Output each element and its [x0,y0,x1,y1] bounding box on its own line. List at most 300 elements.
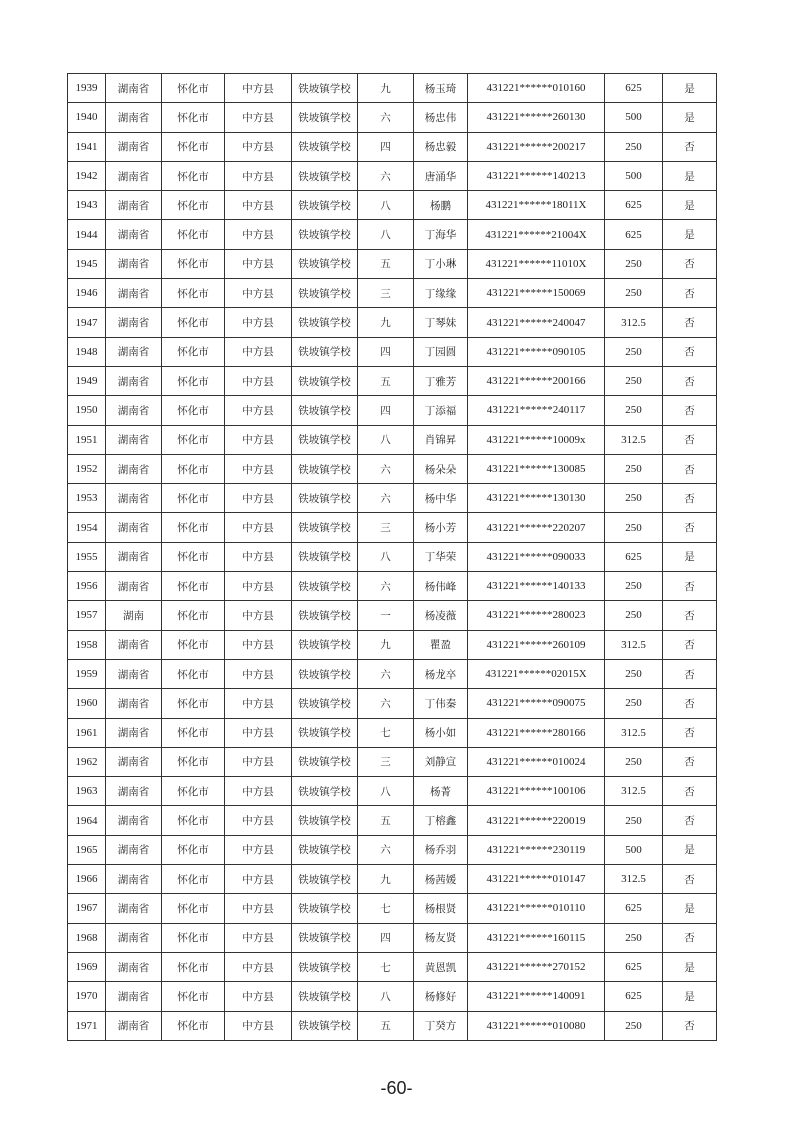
city-cell: 怀化市 [162,337,225,366]
student-name-cell: 杨小芳 [414,513,468,542]
school-cell: 铁坡镇学校 [292,279,358,308]
row-number-cell: 1951 [68,425,106,454]
table-row [68,308,717,337]
flag-cell: 否 [663,132,717,161]
student-name-cell: 杨菁 [414,777,468,806]
student-name-cell: 丁伟秦 [414,689,468,718]
table-row [68,513,717,542]
amount-cell: 625 [605,894,663,923]
flag-cell: 是 [663,74,717,103]
id-number-cell: 431221******21004X [468,220,605,249]
school-cell: 铁坡镇学校 [292,366,358,395]
amount-cell: 625 [605,542,663,571]
table-row [68,220,717,249]
grade-cell: 八 [358,425,414,454]
school-cell: 铁坡镇学校 [292,894,358,923]
county-cell: 中方县 [225,279,292,308]
row-number-cell: 1964 [68,806,106,835]
table-row [68,337,717,366]
school-cell: 铁坡镇学校 [292,396,358,425]
county-cell: 中方县 [225,249,292,278]
school-cell: 铁坡镇学校 [292,74,358,103]
flag-cell: 否 [663,1011,717,1040]
county-cell: 中方县 [225,747,292,776]
school-cell: 铁坡镇学校 [292,601,358,630]
row-number-cell: 1959 [68,659,106,688]
table-row [68,161,717,190]
city-cell: 怀化市 [162,103,225,132]
amount-cell: 625 [605,952,663,981]
grade-cell: 八 [358,191,414,220]
school-cell: 铁坡镇学校 [292,425,358,454]
row-number-cell: 1948 [68,337,106,366]
city-cell: 怀化市 [162,542,225,571]
city-cell: 怀化市 [162,806,225,835]
student-name-cell: 杨小如 [414,718,468,747]
city-cell: 怀化市 [162,923,225,952]
table-row [68,396,717,425]
amount-cell: 250 [605,513,663,542]
table-row [68,689,717,718]
province-cell: 湖南省 [106,806,162,835]
province-cell: 湖南省 [106,572,162,601]
amount-cell: 312.5 [605,630,663,659]
student-name-cell: 丁小琳 [414,249,468,278]
school-cell: 铁坡镇学校 [292,161,358,190]
id-number-cell: 431221******230119 [468,835,605,864]
county-cell: 中方县 [225,1011,292,1040]
flag-cell: 否 [663,689,717,718]
city-cell: 怀化市 [162,835,225,864]
school-cell: 铁坡镇学校 [292,132,358,161]
city-cell: 怀化市 [162,865,225,894]
city-cell: 怀化市 [162,308,225,337]
student-name-cell: 唐涌华 [414,161,468,190]
row-number-cell: 1966 [68,865,106,894]
row-number-cell: 1942 [68,161,106,190]
student-name-cell: 丁华荣 [414,542,468,571]
school-cell: 铁坡镇学校 [292,220,358,249]
city-cell: 怀化市 [162,747,225,776]
county-cell: 中方县 [225,103,292,132]
flag-cell: 否 [663,425,717,454]
table-body [68,74,717,1041]
row-number-cell: 1950 [68,396,106,425]
county-cell: 中方县 [225,220,292,249]
county-cell: 中方县 [225,572,292,601]
student-name-cell: 杨龙卒 [414,659,468,688]
school-cell: 铁坡镇学校 [292,952,358,981]
flag-cell: 否 [663,249,717,278]
flag-cell: 否 [663,601,717,630]
flag-cell: 否 [663,806,717,835]
flag-cell: 是 [663,982,717,1011]
student-name-cell: 瞿盈 [414,630,468,659]
student-name-cell: 肖锦昇 [414,425,468,454]
row-number-cell: 1956 [68,572,106,601]
row-number-cell: 1965 [68,835,106,864]
county-cell: 中方县 [225,454,292,483]
flag-cell: 否 [663,279,717,308]
county-cell: 中方县 [225,630,292,659]
row-number-cell: 1963 [68,777,106,806]
city-cell: 怀化市 [162,982,225,1011]
city-cell: 怀化市 [162,279,225,308]
student-name-cell: 丁添福 [414,396,468,425]
flag-cell: 否 [663,484,717,513]
id-number-cell: 431221******280166 [468,718,605,747]
amount-cell: 250 [605,132,663,161]
student-name-cell: 杨忠伟 [414,103,468,132]
row-number-cell: 1943 [68,191,106,220]
subsidy-table [67,73,717,1041]
city-cell: 怀化市 [162,425,225,454]
row-number-cell: 1940 [68,103,106,132]
province-cell: 湖南省 [106,249,162,278]
amount-cell: 250 [605,249,663,278]
id-number-cell: 431221******130085 [468,454,605,483]
city-cell: 怀化市 [162,659,225,688]
amount-cell: 250 [605,1011,663,1040]
city-cell: 怀化市 [162,132,225,161]
student-name-cell: 丁琴妹 [414,308,468,337]
row-number-cell: 1944 [68,220,106,249]
student-name-cell: 杨乔羽 [414,835,468,864]
grade-cell: 三 [358,513,414,542]
grade-cell: 四 [358,923,414,952]
grade-cell: 六 [358,454,414,483]
flag-cell: 否 [663,513,717,542]
province-cell: 湖南省 [106,718,162,747]
flag-cell: 否 [663,923,717,952]
grade-cell: 八 [358,982,414,1011]
grade-cell: 九 [358,74,414,103]
table-row [68,542,717,571]
county-cell: 中方县 [225,366,292,395]
table-row [68,279,717,308]
school-cell: 铁坡镇学校 [292,718,358,747]
grade-cell: 八 [358,777,414,806]
grade-cell: 六 [358,659,414,688]
province-cell: 湖南省 [106,1011,162,1040]
table-row [68,601,717,630]
id-number-cell: 431221******140091 [468,982,605,1011]
flag-cell: 否 [663,572,717,601]
grade-cell: 五 [358,249,414,278]
grade-cell: 六 [358,103,414,132]
province-cell: 湖南省 [106,630,162,659]
province-cell: 湖南省 [106,835,162,864]
amount-cell: 250 [605,747,663,776]
id-number-cell: 431221******090075 [468,689,605,718]
id-number-cell: 431221******010147 [468,865,605,894]
city-cell: 怀化市 [162,366,225,395]
id-number-cell: 431221******010024 [468,747,605,776]
id-number-cell: 431221******140213 [468,161,605,190]
county-cell: 中方县 [225,396,292,425]
flag-cell: 是 [663,894,717,923]
row-number-cell: 1967 [68,894,106,923]
county-cell: 中方县 [225,425,292,454]
id-number-cell: 431221******200166 [468,366,605,395]
table-row [68,982,717,1011]
county-cell: 中方县 [225,689,292,718]
grade-cell: 四 [358,337,414,366]
school-cell: 铁坡镇学校 [292,630,358,659]
student-name-cell: 黄恩凯 [414,952,468,981]
table-row [68,425,717,454]
province-cell: 湖南省 [106,454,162,483]
student-name-cell: 杨根贤 [414,894,468,923]
flag-cell: 否 [663,659,717,688]
flag-cell: 是 [663,161,717,190]
amount-cell: 312.5 [605,308,663,337]
id-number-cell: 431221******150069 [468,279,605,308]
table-row [68,835,717,864]
city-cell: 怀化市 [162,484,225,513]
city-cell: 怀化市 [162,74,225,103]
province-cell: 湖南省 [106,659,162,688]
flag-cell: 否 [663,366,717,395]
amount-cell: 500 [605,103,663,132]
amount-cell: 250 [605,572,663,601]
province-cell: 湖南省 [106,366,162,395]
grade-cell: 三 [358,747,414,776]
id-number-cell: 431221******090033 [468,542,605,571]
row-number-cell: 1945 [68,249,106,278]
province-cell: 湖南省 [106,747,162,776]
table-row [68,1011,717,1040]
row-number-cell: 1955 [68,542,106,571]
county-cell: 中方县 [225,982,292,1011]
province-cell: 湖南省 [106,396,162,425]
row-number-cell: 1954 [68,513,106,542]
student-name-cell: 丁雅芳 [414,366,468,395]
flag-cell: 否 [663,747,717,776]
table-row [68,923,717,952]
province-cell: 湖南省 [106,132,162,161]
student-name-cell: 丁海华 [414,220,468,249]
grade-cell: 九 [358,308,414,337]
amount-cell: 625 [605,220,663,249]
table-row [68,454,717,483]
flag-cell: 否 [663,777,717,806]
county-cell: 中方县 [225,542,292,571]
id-number-cell: 431221******130130 [468,484,605,513]
amount-cell: 250 [605,366,663,395]
table-row [68,865,717,894]
city-cell: 怀化市 [162,630,225,659]
county-cell: 中方县 [225,835,292,864]
school-cell: 铁坡镇学校 [292,806,358,835]
amount-cell: 312.5 [605,777,663,806]
page-number: -60- [380,1078,413,1098]
student-name-cell: 丁园圆 [414,337,468,366]
school-cell: 铁坡镇学校 [292,249,358,278]
table-row [68,718,717,747]
id-number-cell: 431221******010110 [468,894,605,923]
province-cell: 湖南省 [106,982,162,1011]
id-number-cell: 431221******260130 [468,103,605,132]
row-number-cell: 1971 [68,1011,106,1040]
flag-cell: 否 [663,865,717,894]
county-cell: 中方县 [225,513,292,542]
city-cell: 怀化市 [162,220,225,249]
grade-cell: 七 [358,952,414,981]
student-name-cell: 杨中华 [414,484,468,513]
table-row [68,484,717,513]
flag-cell: 否 [663,308,717,337]
id-number-cell: 431221******220019 [468,806,605,835]
student-name-cell: 丁癸方 [414,1011,468,1040]
grade-cell: 一 [358,601,414,630]
province-cell: 湖南省 [106,777,162,806]
row-number-cell: 1962 [68,747,106,776]
province-cell: 湖南省 [106,191,162,220]
flag-cell: 否 [663,718,717,747]
student-name-cell: 杨鹏 [414,191,468,220]
county-cell: 中方县 [225,132,292,161]
county-cell: 中方县 [225,865,292,894]
flag-cell: 是 [663,220,717,249]
province-cell: 湖南省 [106,894,162,923]
flag-cell: 是 [663,191,717,220]
amount-cell: 250 [605,806,663,835]
amount-cell: 250 [605,689,663,718]
flag-cell: 否 [663,396,717,425]
school-cell: 铁坡镇学校 [292,337,358,366]
flag-cell: 是 [663,835,717,864]
city-cell: 怀化市 [162,191,225,220]
county-cell: 中方县 [225,337,292,366]
table-row [68,806,717,835]
row-number-cell: 1968 [68,923,106,952]
row-number-cell: 1952 [68,454,106,483]
grade-cell: 六 [358,484,414,513]
row-number-cell: 1957 [68,601,106,630]
school-cell: 铁坡镇学校 [292,308,358,337]
id-number-cell: 431221******10009x [468,425,605,454]
city-cell: 怀化市 [162,894,225,923]
student-name-cell: 丁榕鑫 [414,806,468,835]
city-cell: 怀化市 [162,952,225,981]
province-cell: 湖南 [106,601,162,630]
id-number-cell: 431221******220207 [468,513,605,542]
table-row [68,777,717,806]
amount-cell: 312.5 [605,865,663,894]
province-cell: 湖南省 [106,952,162,981]
student-name-cell: 杨茜媛 [414,865,468,894]
grade-cell: 五 [358,1011,414,1040]
city-cell: 怀化市 [162,1011,225,1040]
id-number-cell: 431221******090105 [468,337,605,366]
row-number-cell: 1949 [68,366,106,395]
amount-cell: 250 [605,923,663,952]
school-cell: 铁坡镇学校 [292,103,358,132]
flag-cell: 否 [663,630,717,659]
id-number-cell: 431221******100106 [468,777,605,806]
row-number-cell: 1947 [68,308,106,337]
county-cell: 中方县 [225,923,292,952]
county-cell: 中方县 [225,601,292,630]
school-cell: 铁坡镇学校 [292,454,358,483]
table-row [68,74,717,103]
amount-cell: 625 [605,982,663,1011]
county-cell: 中方县 [225,659,292,688]
school-cell: 铁坡镇学校 [292,777,358,806]
city-cell: 怀化市 [162,777,225,806]
county-cell: 中方县 [225,161,292,190]
school-cell: 铁坡镇学校 [292,865,358,894]
grade-cell: 八 [358,220,414,249]
id-number-cell: 431221******18011X [468,191,605,220]
province-cell: 湖南省 [106,337,162,366]
id-number-cell: 431221******010160 [468,74,605,103]
amount-cell: 312.5 [605,718,663,747]
school-cell: 铁坡镇学校 [292,513,358,542]
province-cell: 湖南省 [106,425,162,454]
table-row [68,630,717,659]
row-number-cell: 1939 [68,74,106,103]
table-row [68,366,717,395]
grade-cell: 五 [358,806,414,835]
province-cell: 湖南省 [106,161,162,190]
id-number-cell: 431221******02015X [468,659,605,688]
amount-cell: 500 [605,835,663,864]
table-row [68,132,717,161]
table-row [68,191,717,220]
id-number-cell: 431221******240117 [468,396,605,425]
province-cell: 湖南省 [106,865,162,894]
flag-cell: 否 [663,454,717,483]
province-cell: 湖南省 [106,103,162,132]
county-cell: 中方县 [225,952,292,981]
province-cell: 湖南省 [106,513,162,542]
city-cell: 怀化市 [162,249,225,278]
school-cell: 铁坡镇学校 [292,659,358,688]
school-cell: 铁坡镇学校 [292,982,358,1011]
student-name-cell: 杨忠毅 [414,132,468,161]
county-cell: 中方县 [225,777,292,806]
county-cell: 中方县 [225,484,292,513]
row-number-cell: 1960 [68,689,106,718]
student-name-cell: 杨修好 [414,982,468,1011]
row-number-cell: 1969 [68,952,106,981]
id-number-cell: 431221******010080 [468,1011,605,1040]
amount-cell: 250 [605,659,663,688]
city-cell: 怀化市 [162,396,225,425]
amount-cell: 250 [605,337,663,366]
city-cell: 怀化市 [162,161,225,190]
grade-cell: 三 [358,279,414,308]
city-cell: 怀化市 [162,689,225,718]
table-row [68,894,717,923]
id-number-cell: 431221******260109 [468,630,605,659]
student-name-cell: 丁缘缘 [414,279,468,308]
grade-cell: 六 [358,835,414,864]
county-cell: 中方县 [225,894,292,923]
table-row [68,249,717,278]
county-cell: 中方县 [225,191,292,220]
amount-cell: 625 [605,191,663,220]
id-number-cell: 431221******280023 [468,601,605,630]
grade-cell: 六 [358,689,414,718]
id-number-cell: 431221******270152 [468,952,605,981]
row-number-cell: 1946 [68,279,106,308]
flag-cell: 是 [663,952,717,981]
school-cell: 铁坡镇学校 [292,923,358,952]
grade-cell: 七 [358,718,414,747]
